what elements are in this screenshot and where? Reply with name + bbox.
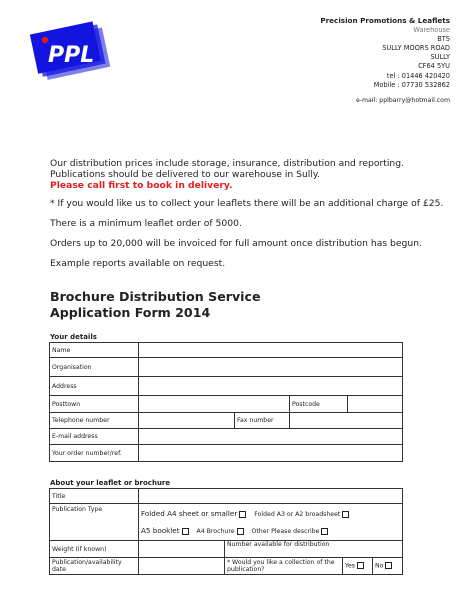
option-folded-a3[interactable] <box>254 511 349 518</box>
posttown-field[interactable] <box>139 396 290 413</box>
address-line: BTS <box>437 35 450 43</box>
publication-type-options <box>139 504 403 541</box>
form-title-line: Application Form 2014 <box>50 305 211 320</box>
company-name: Precision Promotions & Leaflets <box>320 16 450 25</box>
postcode-field[interactable] <box>348 396 403 413</box>
option-a4-brochure[interactable] <box>197 528 244 535</box>
intro-paragraph <box>50 158 460 191</box>
checkbox[interactable] <box>321 528 328 535</box>
order-number-field[interactable] <box>139 445 403 462</box>
leaflet-table <box>49 488 403 575</box>
postcode-label: Postcode <box>290 396 348 413</box>
collection-question: * Would you like a collection of the publication? <box>225 558 343 575</box>
mobile-number: Mobile : 07730 532862 <box>373 81 450 89</box>
tel-number: tel : 01446 420420 <box>386 72 450 80</box>
collection-no[interactable] <box>373 558 403 575</box>
number-available-label: Number available for distribution <box>225 541 403 558</box>
fax-label: Fax number <box>235 413 290 429</box>
option-a5-booklet[interactable] <box>141 526 189 535</box>
table-row <box>50 343 403 358</box>
form-title <box>50 289 260 321</box>
address-line: CF64 5YU <box>418 62 450 70</box>
option-label: Other <box>251 528 270 535</box>
collection-note: * If you would like us to collect your leaflets there will be an additional charge of £25. <box>50 198 444 209</box>
ppl-logo <box>28 20 118 80</box>
details-table <box>49 342 403 462</box>
table-row <box>50 541 403 558</box>
weight-field[interactable] <box>139 541 225 558</box>
option-label: A5 booklet <box>141 526 180 535</box>
table-row <box>50 504 403 541</box>
option-label: A4 Brochure <box>196 528 235 535</box>
publication-date-field[interactable] <box>139 558 225 575</box>
checkbox[interactable] <box>239 511 246 518</box>
checkbox[interactable] <box>182 528 189 535</box>
reports-note: Example reports available on request. <box>50 258 226 269</box>
title-field[interactable] <box>139 489 403 504</box>
intro-line: Our distribution prices include storage, insurance, distribution and reporting. <box>50 158 404 169</box>
table-row <box>50 445 403 462</box>
intro-line: Publications should be delivered to our warehouse in Sully. <box>50 169 320 180</box>
checkbox[interactable] <box>342 511 349 518</box>
title-label: Title <box>50 489 139 504</box>
posttown-label: Posttown <box>50 396 139 413</box>
email-field[interactable] <box>139 429 403 445</box>
email-label: E-mail address <box>50 429 139 445</box>
delivery-warning: Please call first to book in delivery. <box>50 180 233 191</box>
invoice-note: Orders up to 20,000 will be invoiced for full amount once distribution has begun. <box>50 238 422 249</box>
leaflet-heading: About your leaflet or brochure <box>50 479 171 487</box>
fax-field[interactable] <box>290 413 403 429</box>
table-row <box>50 377 403 396</box>
table-row <box>50 558 403 575</box>
yes-label: Yes <box>345 562 355 570</box>
name-field[interactable] <box>139 343 403 358</box>
contact-block <box>374 72 450 90</box>
option-label: Folded A3 or A2 broadsheet <box>254 511 341 518</box>
telephone-label: Telephone number <box>50 413 139 429</box>
minimum-order-note: There is a minimum leaflet order of 5000. <box>50 218 242 229</box>
logo-text: PPL <box>48 43 95 68</box>
yes-checkbox[interactable] <box>357 562 364 569</box>
no-checkbox[interactable] <box>385 562 392 569</box>
table-row <box>50 396 403 413</box>
address-line: SULLY MOORS ROAD <box>382 44 450 52</box>
email-address[interactable]: e-mail: pplbarry@hotmail.com <box>355 97 450 104</box>
table-row <box>50 489 403 504</box>
address-field[interactable] <box>139 377 403 396</box>
publication-type-label: Publication Type <box>50 504 139 541</box>
name-label: Name <box>50 343 139 358</box>
address-block <box>382 26 450 71</box>
table-row <box>50 429 403 445</box>
organisation-label: Organisation <box>50 358 139 377</box>
table-row <box>50 358 403 377</box>
option-label: Folded A4 sheet or smaller <box>141 509 238 518</box>
option-folded-a4[interactable] <box>141 509 246 518</box>
address-line: SULLY <box>430 53 450 61</box>
table-row <box>50 413 403 429</box>
order-number-label: Your order number/ref. <box>50 445 139 462</box>
address-line: Warehouse <box>413 26 450 34</box>
option-other[interactable] <box>252 528 329 535</box>
option-label: Please describe <box>271 528 320 535</box>
no-label: No <box>375 562 384 570</box>
weight-label: Weight (if known) <box>50 541 139 558</box>
organisation-field[interactable] <box>139 358 403 377</box>
form-title-line: Brochure Distribution Service <box>50 289 261 304</box>
telephone-field[interactable] <box>139 413 235 429</box>
checkbox[interactable] <box>237 528 244 535</box>
address-label: Address <box>50 377 139 396</box>
collection-yes[interactable] <box>343 558 373 575</box>
details-heading: Your details <box>50 333 97 341</box>
publication-date-label: Publication/availability date <box>50 558 139 575</box>
